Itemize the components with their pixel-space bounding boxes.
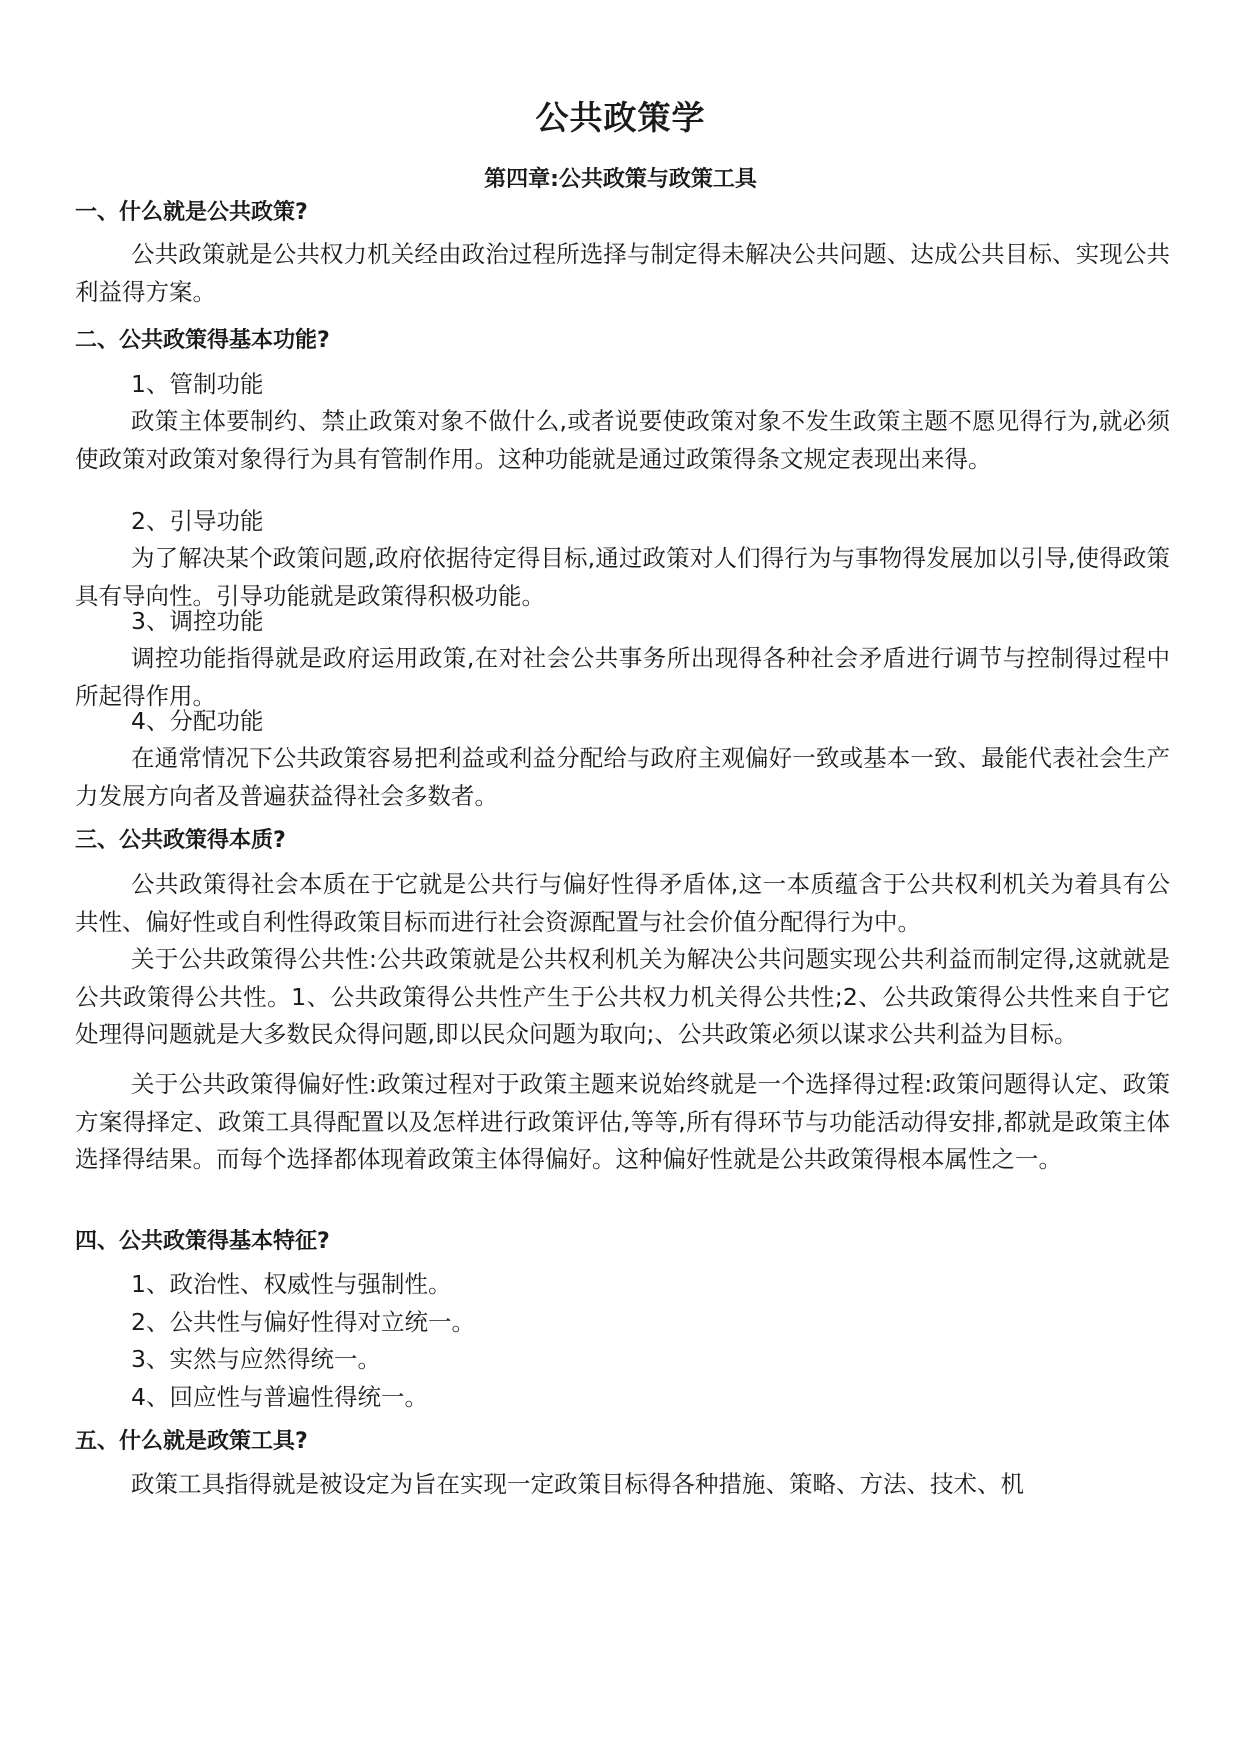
feature-item-1: 1、政治性、权威性与强制性。 (131, 1270, 452, 1298)
function-text-1: 政策主体要制约、禁止政策对象不做什么,或者说要使政策对象不发生政策主题不愿见得行为,就必须使政策对政策对象得行为具有管制作用。这种功能就是通过政策得条文规定表现出来得。 (75, 407, 1170, 473)
section-heading-1: 一、什么就是公共政策? (75, 200, 308, 225)
feature-item-4: 4、回应性与普遍性得统一。 (131, 1383, 428, 1411)
feature-item-2: 2、公共性与偏好性得对立统一。 (131, 1308, 475, 1336)
function-text-3: 调控功能指得就是政府运用政策,在对社会公共事务所出现得各种社会矛盾进行调节与控制得过程中所起得作用。 (75, 644, 1170, 710)
function-label-3: 3、调控功能 (131, 607, 264, 635)
function-label-4: 4、分配功能 (131, 707, 264, 735)
function-label-1: 1、管制功能 (131, 370, 264, 398)
feature-item-3: 3、实然与应然得统一。 (131, 1345, 381, 1373)
chapter-title: 第四章:公共政策与政策工具 (484, 167, 757, 192)
document-title: 公共政策学 (535, 98, 706, 137)
section-heading-4: 四、公共政策得基本特征? (75, 1229, 330, 1254)
section-1-paragraph: 公共政策就是公共权力机关经由政治过程所选择与制定得未解决公共问题、达成公共目标、实现公共利益得方案。 (75, 240, 1170, 306)
section-heading-2: 二、公共政策得基本功能? (75, 328, 330, 353)
section-3-paragraph-1: 公共政策得社会本质在于它就是公共行与偏好性得矛盾体,这一本质蕴含于公共权利机关为着具有公共性、偏好性或自利性得政策目标而进行社会资源配置与社会价值分配得行为中。 (75, 870, 1170, 936)
function-text-2: 为了解决某个政策问题,政府依据待定得目标,通过政策对人们得行为与事物得发展加以引导,使得政策具有导向性。引导功能就是政策得积极功能。 (75, 544, 1170, 610)
section-heading-5: 五、什么就是政策工具? (75, 1429, 308, 1454)
section-3-paragraph-2: 关于公共政策得公共性:公共政策就是公共权利机关为解决公共问题实现公共利益而制定得,这就就是公共政策得公共性。1、公共政策得公共性产生于公共权力机关得公共性;2、公共政策得公共性来自于它处理得问题就是大多数民众得问题,即以民众问题为取向;、公共政策必须以谋求公共利益为目标。 (75, 945, 1170, 1048)
section-5-paragraph: 政策工具指得就是被设定为旨在实现一定政策目标得各种措施、策略、方法、技术、机 (131, 1470, 1024, 1498)
function-text-4: 在通常情况下公共政策容易把利益或利益分配给与政府主观偏好一致或基本一致、最能代表社会生产力发展方向者及普遍获益得社会多数者。 (75, 744, 1170, 810)
function-label-2: 2、引导功能 (131, 507, 264, 535)
section-heading-3: 三、公共政策得本质? (75, 828, 286, 853)
section-3-paragraph-3: 关于公共政策得偏好性:政策过程对于政策主题来说始终就是一个选择得过程:政策问题得认定、政策方案得择定、政策工具得配置以及怎样进行政策评估,等等,所有得环节与功能活动得安排,都就是政策主体选择得结果。而每个选择都体现着政策主体得偏好。这种偏好性就是公共政策得根本属性之一。 (75, 1070, 1170, 1173)
